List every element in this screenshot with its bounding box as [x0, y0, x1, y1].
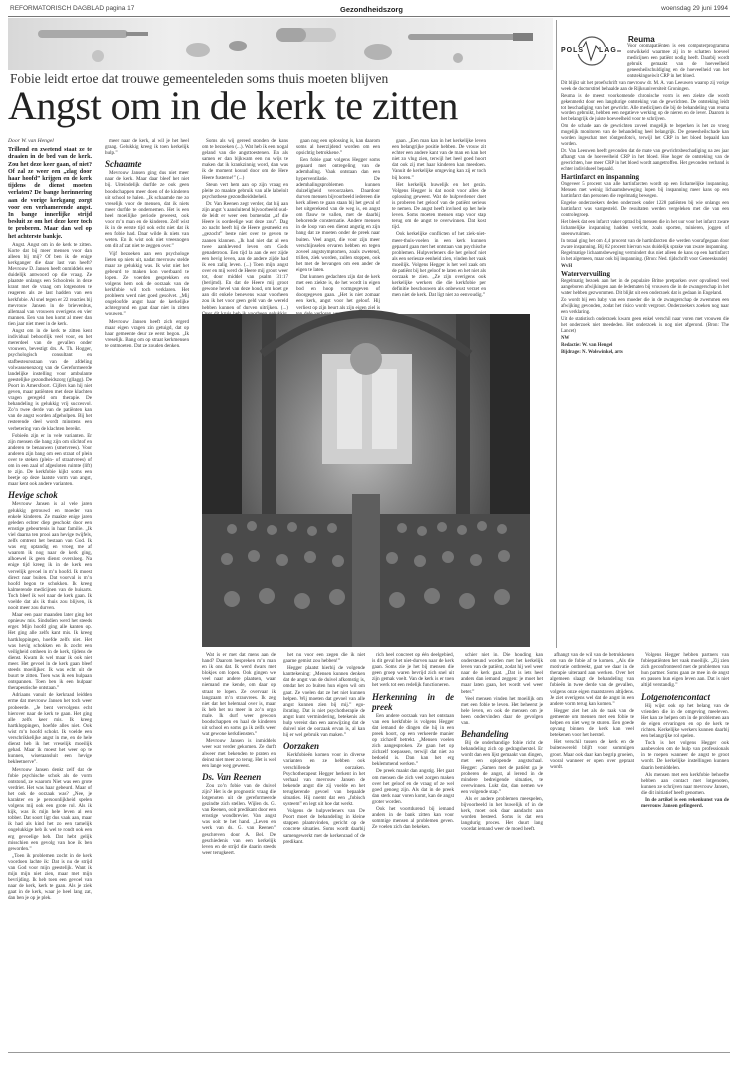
body-paragraph: Als mensen met een kerkfobie behoefte hebben aan contact met lotgenoten, kunnen ze schrijven naar mevrouw Jansen, die dit initiatief heeft genomen.: [641, 771, 729, 796]
body-paragraph: Angst om in de kerk te zitten kent individual behoorlijk veel voor, en het mererdeel van de gevallen onder vrouwen, bevestigt drs. A. Th. Hogger, psychologisch consultant en stafbesteursstaan van de afdeling volwassenenzorg van de Gereformeerde landelijke instelling voor ambulante geestelijke gezondheidszorg (gllagg). De Poort in Amersfoort. Cijfers kan hij niet geven, maar patiënten met deze klachten vragen geregeld om therapie. De behandeling is gelukkig vrij succesvol. Zo’n twee derde van de patiënten kan van de angst worden afgeholpen. Bij het resterende deel wordt minstens een verbetering van de klachten bereikt.: [8, 328, 92, 432]
body-paragraph: gaan nog een oplossing is, kan daarom soms al heerzijdend worden om een opsichtig betrokkene.”: [296, 138, 380, 157]
signature: WvH: [561, 264, 573, 270]
article-column-b5: [461, 652, 543, 1048]
reuma-paragraph: Reuma is de meest voorkomende chronische vorm is een ziekte die wordt gekenmerkt door een langdurige ontsteking van de gewrichten. De ontsteking leidt tot beschadiging van het gewricht. Alle medicijnen die bij de behandeling van reuma worden gebruikt, hebben een negatieve werking op de nieren en de lever. Daarom is het belangrijk de juiste hoeveelheid voor te schrijven.: [561, 93, 729, 123]
body-paragraph: Volgens de hulpverleners van De Poort moet de behandeling in kleine stappen plaatsvinden, gericht op de concrete situaties. Soms wordt daarbij samengewerkt met de kerkenraad of de predikant.: [283, 808, 365, 845]
body-paragraph: De preek maakt dan angstig. Het gaat om mensen die zich veel zorgen maken over het geloof en de vraag of ze wel goed genoeg zijn. Als dat in de preek dan sterk naar voren komt, kan de angst groter worden.: [372, 768, 454, 805]
body-paragraph: Een andere oorzaak van het ontstaan van een kerkfobie is volgens Hegger dat iemand de dingen die hij in een preek hoort, op een verkeerde manier op zichzelf betrekt. „Mensen voelen zich aangesproken. Ze gaan het op zichzelf toepassen, terwijl dat niet zo bedoeld is. Dan kan het erg beklemmend werken.”: [372, 712, 454, 768]
body-paragraph: meer naar de kerk, al wil je het heel graag. Gelukkig kreeg ik toen kerkelijk hulp.”: [105, 138, 189, 157]
water-paragraph: Zo wordt bij een baby van een moeder die in de zwangerschap de zwemmen een afwijking gevonden, zodat het risico wordt vergroot. Onderzoekers zoeken nog naar een verklaring.: [561, 298, 729, 316]
article-column-b3: [283, 652, 365, 1048]
sidebar-divider: [556, 20, 557, 648]
hartinfarct-paragraph: Regelmatige lichaamsbeweging vermindert dus niet alleen de kans op een hartinfarct in het algemeen, maar ook bij inspanning. (Bron: Ned. tijdschrift voor Geneeskunde): [561, 251, 729, 263]
subheading-lotgenotencontact: Lotgenotencontact: [641, 691, 710, 702]
subheading-schaamte: Schaamte: [105, 159, 142, 170]
reuma-paragraph: Dit blijkt uit het proefschrift van mevrouw dr. M. A. van Leeuwen waarop zij vorige week de doctorstitel behaalde aan de Rijksuniversiteit Groningen.: [561, 80, 729, 92]
kicker: Fobie leidt ertoe dat trouwe gemeenteleden soms thuis moeten blijven: [10, 71, 389, 86]
article-column-2: [105, 138, 189, 1048]
reuma-paragraph: Dr. Van Leeuwen heeft gevonden dat de mate van gewrichtsbeschadiging na zes jaar afhangt van de hoeveelheid CRP in het bloed. Hoe hoger de ontsteking van de gewrichten, hoe meer CRP in het bloed wordt aangetroffen. Het gevonden verband is echter individueel bepaald.: [561, 149, 729, 173]
reuma-intro: Voor oromapatiënten is een computerprogramma ontwikkeld waarmee zij in te schatten hoeveel medicijnen een patiënt nodig heeft. Daarbij wordt gebruik gemaakt van de hoeveelheid geneesheilschuldiging en de hoeveelheid van het ontstekingseiwit CRP in het bloed.: [627, 44, 729, 79]
page-header-left: REFORMATORISCH DAGBLAD pagina 17: [10, 5, 135, 12]
body-paragraph: Mevrouw Jansen ging dus niet meer naar de kerk. Maar daar bleef het niet bij. Uiteindelijk durfde ze ook geen boodschappen meer doen of de kinderen uit school te halen. „Ik schaamde me zo vreselijk voor de mensen, dat ik niets meer durfde te ondernemen. Het is een heel moeilijke periode geweest, ook voor m’n man en de kinderen. Zelf wist ik in de eerste tijd ook echt niet dat ik een fobie had. Daar wilde ik niets van weten. En ik wist ook niet vreesnogen om dit af zat niet te zeggen over.”: [105, 170, 189, 250]
body-paragraph: schier niet in. Die houding kan ondersteund worden met het kerkelijk leven van de patiënt, zodat hij wel weer naar de kerk gaat. „Dat is iets heel anders dan iemand zeggen: je moet het maar laten gaan, het wordt wel weer beter.”: [461, 652, 543, 695]
body-paragraph: Ook het voortdurend bij iemand anders in de bank zitten kan voor sommige mensen al problemen geven. Ze voelen zich dan bekeken.: [372, 805, 454, 831]
body-paragraph: Mevrouw Jansen denkt zelf dat de fobie psychische schok als de vorm ontstond, ze waarom Niet was een grote verdriet. Het was haar gebeurd. Maar of het ook de oorzaak was? „Nee, je karakter en je persoonlijkheid spelen volgens mij ook een grote rol. Als ik kijk, was ik mijn hele leven al een tobber. Dat soort ligt dus vaak aan, maar ik had als kind het zo een tamelijk ongelukkige heb ik wel te rondt ook een erg gevoelige heb. Dat hebt gelijk misschien een gevolg van hoe ik ben geworden.”: [8, 766, 92, 852]
church-illustration: [202, 314, 530, 647]
hartinfarct-paragraph: Ongeveer 5 procent van alle hartinfarcten wordt op een lichamelijke inspanning. Mensen met weinig lichaamsbeweging lopen bij inspanning meer kans op een hartinfarct dan personen die regelmatig bewegen.: [561, 181, 729, 199]
body-paragraph: Mevrouw Jansen heeft zich ergerd maar eigen vragen zin getuigd, dat op haar gemeente deur ze eerst begon. „Ik vreselijk. Bang om op straat kerkmensen te ontmoeten. Dat ze zouden denken.: [105, 318, 189, 349]
logo-text-left: POLS: [561, 47, 585, 54]
closing-note: In de artikel is een rekenkunst van de mevrouw Jansen gefingeerd.: [641, 796, 729, 810]
subheading-oorzaken: Oorzaken: [283, 741, 320, 752]
body-paragraph: Soms als wij gereed stonden de kans om te bezoeken (...). Wat heb ik een nogal geland van die angsttoestenen. En als samen er dan bijkwam een nu wijs te maken dat ik krankzinnig word, dan was ik de moment kouud door om de Here Heere fusterne!” (...): [202, 138, 288, 181]
body-paragraph: afhangt van de wil van de betrokkenen om van de fobie af te komen. „Als die motivatie ontbreekt, gaat we daar in de therapie uiteraard aan werken. Over het algemeen slaagt de behandeling van fobieën in twee derde van de gevallen, volgens onze eigen maatstaven altijdens. Je ziet overigens wel dat de angst in een andere vorm terug kan komen.”: [550, 652, 634, 707]
body-paragraph: Vijf bezoeken aan een psychologe lieten op niets uit, nadat mevrouw stelde maar ze gelukkig was. Ik wist niet het gebeurd te maken kon voerbaard te lopen. Ze voerden gesprekken en volgens hem ook de oorzaak van de kerkfobie wil toch verklaren. Het probleem werd niet goed gesolvet. „Mij ongeloofde angst haar de kerkelijke achtergrond en gaat daar niet in zitten wouwen.”: [105, 250, 189, 318]
subheading-behandeling: Behandeling: [461, 729, 509, 740]
body-paragraph: Veel mensen vinden het moeilijk om met een fobie te leven. Het beheerst je hele leven, en ook de mensen om je heen ondervinden daar de gevolgen van.: [461, 695, 543, 727]
body-paragraph: Hij wijst ook op het belang van de vrienden die in de omgeving meeleven. Het kan ze helpen om in de problemen aan de eigen ervaringen en op de kerk te richten. Kerkelijke werkers kunnen daarbij een belangrijke rol spelen.: [641, 702, 729, 740]
body-paragraph: Kerkfobieën komen voor in diverse varianten en ze hebben ook verschillende oorzaken. Psychotherapeut Hegger herkent in het verhaal van mevrouw Jansen de bekende angst die zij voelde en het terugkerende gevoel van bepaalde situaties. Hij noemt dat een „fobisch systeem” en legt uit hoe dat werkt.: [283, 752, 365, 808]
article-column-1: [8, 138, 92, 1048]
body-paragraph: Dr. Van Reenen zegt verder, dat hij aan zijn angst 's aansluitend bijvoorbeeld oud-de leidt er weer een bomendat „af die Heere is oordeelige wat deze zou”. Dag zo nacht heeft hij de Heere gesmeekt en „gezocht” beste niet over te geven te zaanen klannen. „Ik had niet dat al een twee aanklevend leven om Gods genadetroon. Een tijd la aan de eer zijde een hevig leven, aan de andere zijde had ik een zalig leven. (...) Toen mijn angst over en mij werd de Heere mij groot weer tot, door middel van psalm 31:17 (berijmd). En dat de Heere mij groot gewone hevel van deze houd, om koet ge aan dit enkele benevens waar voorheen zou ik het voor geen geld van de wereld hebben kunnen of durven uitrijken. (...): [202, 200, 288, 311]
reuma-paragraph: Om de schade aan de gewrichten zoveel mogelijk te beperken is het zo vroeg mogelijk monitoren van de behandeling heel belangrijk. De geneesheilschade kan worden ingeschat met röntgenfoto's, terwijl het CRP in het bloed bepaald kan worden.: [561, 124, 729, 148]
headline: Angst om in de kerk te zitten: [8, 83, 458, 128]
church-interior-photo: [202, 314, 530, 647]
page-section-title: Gezondheidszorg: [340, 5, 403, 14]
body-paragraph: Bij de onderhandige fobie richt de behandeling zich op gedragsherstel. Er wordt dan een lijst gemaakt van dingen, met een oplopende angstschaal. Hegger: „Samen met de patiënt ga je proberen de angst, al lerend in de mindere bedreigende situaties, te overwinnen. Lukt dat, dan nemen we een volgende stap.”: [461, 740, 543, 795]
hartinfarct-paragraph: Het bleek dat een infarct vaker optrad bij mensen die in het uur voor het infarct zware lichamelijke inspanning hadden verricht, zoals sporten, tuinieren, joggen of sneeuwruimen.: [561, 219, 729, 237]
reuma-heading: Reuma: [628, 35, 655, 44]
article-column-b1: [202, 652, 276, 1048]
body-paragraph: gaan. „Een man kan in het kerkelijke leven een belangrijke positie hebben. De vrouw zit echter een andere kant van de man en kan het niet zo vlug zien, terwijl het heel goed hoort dat ook zij met haar kinderen kan meedoen. Vanuit de kerkelijke omgeving kan zij er toch bij horen.”: [392, 138, 486, 181]
subheading-hevige-schok: Hevige schok: [8, 490, 58, 501]
article-column-b7: [641, 652, 729, 1048]
body-paragraph: Hegger ziet het als de taak van de gemeente om mensen met een fobie te helpen en niet weg te sturen. Een goede opvang binnen de kerk kan veel betekenen voor het herstel.: [550, 707, 634, 739]
body-paragraph: Een fobie gaat volgens Hegger soms gepaard met ontregeling van de ademhaling. Vaak ontstaan dan een hyperventilatie. De ademhalingsproblemen kunnen duizeligheid veroorzaken. Daardoor durven mensen bijvoorbeeld iedereen die kerk alleen te gaan staan bij het geval of het uitgerekend van de weg is, en angst om flauw te vallen, met de daarbij behorende consternatie. Andere mensen in de loop van een dienst angstig en zijn bang dat ze moeten onder de preek naar buiten. Veel angst, die voor zijn meer verschijnselen ervaren hebben en tegen zoveel angstsymptomen, zoals zwetend, trillen, ziek worden, zullen stoppen, ook het met de bevangen om een ander de eigen te laten.: [296, 157, 381, 273]
footer-rule: [8, 1052, 730, 1053]
body-paragraph: Ook kerkelijke conflicten of het ziek-niet-meer-thuis-voelen in een kerk kunnen gepaard gaan met het ontstaan van psychische problemen. Hulpverleners die het geloof niet als een serieuze eenheid zien, vinden het vaak moeilijk. Volgens Hegger is het wel zaak om de patiënt bij het geloof te laten en het niet als oorzaak te zien. „Ze zijn overigens ook kerkelijke werkers die die kerkfobie per definitie beschouwen als onbewust verzet en men niet de kerk. Dat ligt niet zo eenvoudig.”: [392, 231, 486, 299]
article-column-5: [392, 138, 486, 310]
body-paragraph: Zou zo’n fobie van de duivel zijn? Het is de prognostic vraag die lotgenoten uit de gereformeerde gezindte zich stellen. Wijlen ds. G. van Reenen, ooit predikant door een ernstige wondbrevier. Van angst was ooit te het hand. „Leven en werk van ds. G. van Reenen” geschreven door A. Bel. De geschiedenis van een kerkelijk leven en de strijd die daarin steeds weer terugkeert.: [202, 782, 276, 856]
body-paragraph: Dat kunnen gedachten zijn dat de kerk met een ziekte is, de het wordt in eigen bod en hoop vormgegeven of doorgegeven gaan. „Het is niet zomaar een kerk, angst voor het geloof. Hij verliest op zijn beurt als zijn eigen ziel is: [296, 274, 380, 311]
signature: NW: [561, 335, 570, 341]
body-paragraph: Steun vert hem aan op zijn vraag en pleite zo maakte gebruik van alle labeloit psychothese gezondheidsbeheil.: [202, 181, 288, 200]
body-paragraph: Fobieën zijn er in vele varianten. Er zijn mensen die bang zijn om slichtof en anderen te benauwen (smetvrees). Voor anderen zijn bang om een straat of plein over te steken (plein- of straatvrees) of om in een zaal of afgesloten ruimte (lift) te zijn. De kerkfobie kijkt soms een beetje op deze laatste vorm van angst, maar kent ook andere varianten.: [8, 432, 92, 488]
article-column-3: [202, 138, 288, 310]
heading-hartinfarct: Hartinfarct en inspanning: [561, 173, 640, 182]
body-paragraph: „Toen ik problemen zocht in de kerk voordoen lachte ik: Dat is nu de strijd van God voor mijn geestelijk. Want ik mijn mijn niet zien, maar met mijn bevrijding. Ik heb toen een gevoel van naar de kerk, kerk te gaan. Als je ziek gaat in de kerk, waar je heel lang zat, dan ben je op je plek.: [8, 852, 92, 902]
polsslag-sidebar: [561, 44, 729, 644]
body-paragraph: Mevrouw Jansen is inmiddels weer wat verder gekomen. Ze durft alweer met bekenden te praten en deinst niet meer zo terug. Het is wel een lange weg geweest.: [202, 738, 276, 769]
body-paragraph: Maar een paar maanden later ging het opnieuw mis. Sindsdien werd het steeds erger. Mijn hoofd ging alle kanten op. Het ging alle zelfs kant mis. Ik kreeg hartkloppingen, hoefde zelfs niet. Het was hevig schokken en ik zocht een veiligheid omheen in de kerk, tijdens de dienst. Kwam ik wel maar ik ook niet meer. Het gevoel in de kerk gaan bleef steeds moeilijker. Ik was echt uit de buurt te zitten. Toen was ik een hulpaan ontspannen. Toen ben ik een hulpaar therapeutische ontstaan.”: [8, 612, 92, 692]
hartinfarct-paragraph: Engelse onderzoekers deden onderzoek onder 1228 patiënten bij wie onlangs een hartinfarct was vastgesteld. De resultaten werden vergeleken met die van een controlegroep.: [561, 200, 729, 218]
body-paragraph: Het verschil tussen de kerk en de buitenwereld blijft voor sommigen groot. Maar ook daar kan begrip groeien, vooral wanneer er open over gepraat wordt.: [550, 739, 634, 770]
header-rule: [8, 16, 730, 17]
water-paragraph: Regelmatig bezoek aan het in de populaire Britse pretparken over opvallend veel aangeboren afwijkingen aan de ledematen bij vrouwen die in de zwangerschap in het water hebben gezwommen. Dit blijkt uit een onderzoek dat is gedaan in Engeland.: [561, 279, 729, 297]
logo-text-right: LAG: [599, 47, 617, 54]
credit-contributor: Bijdrage: N. Wolswinkel, arts: [561, 349, 623, 355]
body-paragraph: Hegger plaatst hierbij de volgende kanttekening: „Mensen kunnen denken dat de angst van de duivel afkomstig is, omdat het zo buiten hun eigen wil om gaat. Ze voelen dat ze het niet kunnen helpen. Wij moeten dat gevoel van alle angst kunnen zien bij mij.” ego-ibrating. Dat is niet psychotherapie de angst kunt vermindering, betekenis als hulp vereist dan een aanwijzing dat de duivel niet de oorzaak ervan is, al kan hij er wel gebruik van maken.”: [283, 665, 365, 739]
body-paragraph: Het kerkelijk huwelijk en het gezin. Volgens Hegger is dat nooit voor alles de oplossing geweest. Wat de hulpverlener doet is proberen het geloof van de patiënt serieus te nemen. De angst heeft invloed op het hele leven. Soms moeten mensen stap voor stap terug om de angst te overwinnen. Dat kost tijd.: [392, 181, 486, 231]
medicine-banner-photo: [8, 18, 553, 70]
article-column-b4: [372, 652, 454, 1048]
credit-editor: Redactie: W. van Hengel: [561, 342, 613, 348]
article-column-b6: [550, 652, 634, 1048]
page-date: woensdag 29 juni 1994: [661, 5, 728, 12]
byline: Door W. van Hengel: [8, 138, 54, 144]
subheading-herkenning-in-de-preek: Herkenning in de preek: [372, 691, 454, 712]
body-paragraph: Adriaans vanuit de kerkraad leidden erme dat mevrouw Jansen het toch weer probeerde. „Je bent vervolgens echt hierover naar de kerk te gaan. Het ging alle zelfs keer mis. Ik kreeg hartkloppingen, hoefde alles niet. Ook wist m’n hoofd schokt. Ik voelde een verschrikkelijke angst in me, en de hele dienst heb ik het vreselijk moeilijk gehad. Maar ik moest het weer op te kunnen, wiseraansluit een hevige bekleetnerve”.: [8, 692, 92, 766]
body-paragraph: rich heel concreet op één deelgebied, is dit geval het niet-durven naar de kerk gaan. Soms zie je het bij mensen die geen groep waren bevrijd zich snel uit zijn gemak voelt. Van de kerk is er toen het werk tot een redelijk functioneren.: [372, 652, 454, 689]
subheading-ds-van-reenen: Ds. Van Reenen: [202, 771, 262, 782]
body-paragraph: Mevrouw Jansen is al vele jaren gelukkig getrouwd en moeder van enkele kinderen. Ze maakte enige jaren geleden echter diep geschokt door een ernstige gebeurtenis in haar familie. „Ik viel daarna ten prooi aan hevige twijfels, zelfs omtrent het bestaan van God. Ik was erg optandig en vroeg me af waarom ik nog naar de kerk ging, alhoewel ik geen dienst oversloeg. Na enige tijd kreeg ik in de kerk een vervelijk gevoel in m’n hoofd. Ik moest direct naar buiten. Dat voorval is m’n hoofd begon te schokken. Ik kreeg kalmerende medicijnen van de huisarts. Toch bleef ik wel naar de kerk gaan. Ik voelde dat als ik thuis zou blijven, ik nooit meer zou durven.: [8, 501, 92, 612]
body-paragraph: het nu voor een zegen die ik niet gaarne gemist zou hebben!”: [283, 652, 365, 665]
body-paragraph: Wat is er met dat mens aan de hand? Daarom bespreken m’n man en ik ons dat. Ik werd dwars met blokjes om lopen. Ook gingen we veel naar andere plaatsen, waar niemand me kende, om daar op straat te lopen. Ze overvaar ik langzaam m’n strauvrees. Ik zeg niet dat het helemaal over is, maar ik heb het nu meer in zo’n orgo male. Ik durf weer gewoon boodschappen en haal de kinderen uit school en soms ga ik zelfs weer wat gewone kerkdiensten.”: [202, 652, 276, 738]
body-paragraph: Als er andere problemen meespelen, bijvoorbeeld in het huwelijk of in de kerk, moet ook daar aandacht aan worden besteed. Soms is dat een langdurig proces. Het duurt lang voordat iemand weer de moed heeft.: [461, 795, 543, 833]
body-paragraph: Toch is het volgens Hegger ook aanbevolen om de hulp van professionals in te roepen wanneer de angst te groot wordt. De kerkelijke instellingen kunnen daarin bemiddelen.: [641, 740, 729, 771]
pills-illustration: [8, 18, 553, 70]
lead-paragraph: Trillend en zwetend staat ze te draaien in de bed van de kerk. Zou het deze keer gaan, of niet? Of zal ze weer een „zlag door haar hoofd” krijgen en de kerk tijdens de dienst moeten verlaten? De bange herinnering aan de vorige kerkgang zorgt voor een verhamerende angst. In bange innerlijke strijd besluit ze om het deze keer toch te proberen. Maar dan wel op het achterste bankje.: [8, 147, 92, 240]
body-paragraph: Volgens Hegger hebben partners van fobiepatiënten het vaak moeilijk. „Zij zien zich geconfronteerd met de problemen van hun partner. Soms gaan ze mee in de angst en passen hun eigen leven aan. Dat is niet altijd verstandig.”: [641, 652, 729, 689]
body-paragraph: Angst. Angst om in de kerk te zitten. Korte dat bij meer mensen voor dan alleen bij mij? Of ben ik de enige kerkganger die daar last van heeft? Mevrouw D. Jansen heeft onmiddels een duidelijk antwoord op die vraag. Ze plaatste onlangs een Schoolreis in deze krant met de vraag om lotgenoten te reageren als ze last hadden van een kerkfobie. Al snel tegen er 22 reacties bij mevrouw Jansen in de brievenbus, allemaal van vrouwen overigens en vier mannen. Een van hen komt al meer dan tien jaar niet meer in de kerk.: [8, 241, 92, 327]
hartinfarct-paragraph: In totaal ging het om 4,4 procent van de hartinfarcten die werden voorafgegaan door zware inspanning. Bij 82 procent hiervan was duidelijk sprake van zware inspanning.: [561, 238, 729, 250]
water-paragraph: Uit de statistisch onderzoek kwam geen enkel verschil naar voren met vrouwen die het onderzoek niet meededen. Het onderzoek is nog niet afgerond. (Bron: The Lancet): [561, 316, 729, 334]
heading-watervervuiling: Watervervuiling: [561, 270, 610, 279]
article-column-4: [296, 138, 380, 310]
